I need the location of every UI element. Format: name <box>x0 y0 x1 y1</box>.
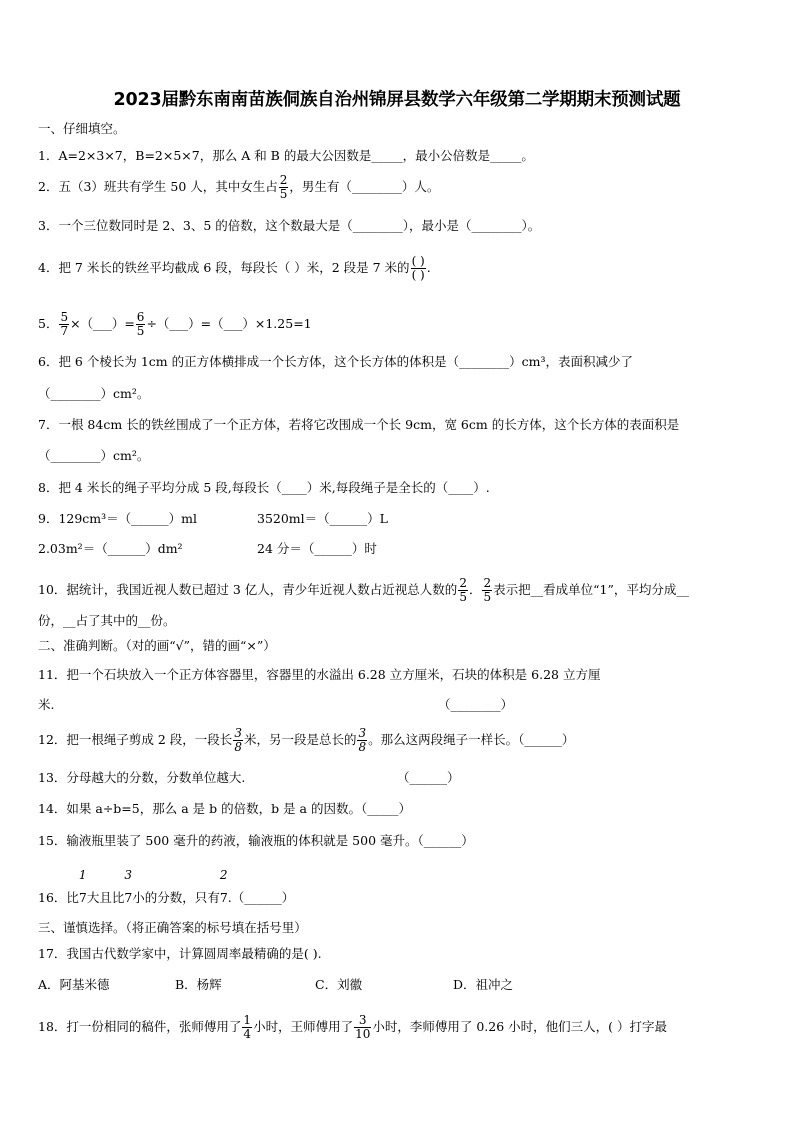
question-17: 17．我国古代数学家中，计算圆周率最精确的是( ). <box>38 946 322 961</box>
question-13: 13．分母越大的分数，分数单位越大. <box>38 770 246 785</box>
fraction: $\frac{3}{10}$ <box>355 1013 371 1041</box>
question-10: 10．据统计，我国近视人数已超过 3 亿人，青少年近视人数占近视总人数的 $\frac{2}{5}$ ． $\frac{2}{5}$ 表示把__看成单位“1”，平均分成__ <box>38 576 689 604</box>
fraction: $\frac{5}{7}$ <box>60 310 69 338</box>
question-7-line-2: （________）cm²。 <box>38 448 150 463</box>
page-title: 2023届黔东南南苗族侗族自治州锦屏县数学六年级第二学期期末预测试题 <box>113 90 681 110</box>
question-1: 1．A=2×3×7，B=2×5×7，那么 A 和 B 的最大公因数是_____，最小公倍数是_____。 <box>38 148 534 163</box>
fraction: $\frac{6}{5}$ <box>136 310 145 338</box>
question-6-line-2: （________）cm²。 <box>38 386 150 401</box>
question-8: 8．把 4 米长的绳子平均分成 5 段,每段长（____）米,每段绳子是全长的（____）. <box>38 480 490 495</box>
question-16: 16．比 1 7大且比 3 7小的分数，只有 2 7.（______） <box>38 868 295 905</box>
question-10-line-2: 份，__占了其中的__份。 <box>38 613 176 628</box>
section-3-heading: 三、谨慎选择。（将正确答案的标号填在括号里） <box>38 920 307 935</box>
option-c: C．刘徽 <box>315 977 363 992</box>
question-14: 14．如果 a÷b=5，那么 a 是 b 的倍数，b 是 a 的因数。（_____） <box>38 801 411 816</box>
fraction: $\frac{1}{4}$ <box>243 1013 252 1041</box>
section-2-heading: 二、准确判断。（对的画“√”，错的画“×”） <box>38 638 276 653</box>
option-a: A．阿基米德 <box>38 977 110 992</box>
question-2: 2．五（3）班共有学生 50 人，其中女生占 $\frac{2}{5}$ ，男生有（________）人。 <box>38 173 440 201</box>
question-5: 5． $\frac{5}{7}$ ×（___）= $\frac{6}{5}$ ÷（___）=（___）×1.25=1 <box>38 310 312 338</box>
question-9d: 24 分＝（______）时 <box>257 541 377 556</box>
question-15: 15．输液瓶里装了 500 毫升的药液，输液瓶的体积就是 500 毫升。（______） <box>38 833 474 848</box>
question-13-answer: （______） <box>397 770 460 785</box>
question-6-line-1: 6．把 6 个棱长为 1cm 的正方体横排成一个长方体，这个长方体的体积是（________）cm³，表面积减少了 <box>38 354 633 369</box>
question-12: 12．把一根绳子剪成 2 段，一段长 $\frac{3}{8}$ 米，另一段是总长的 $\frac{3}{8}$ 。那么这两段绳子一样长。（______） <box>38 726 575 754</box>
question-3: 3．一个三位数同时是 2、3、5 的倍数，这个数最大是（________），最小是（________）。 <box>38 218 541 233</box>
raised-fraction: 3 7小的分数，只有 <box>124 868 220 905</box>
raised-fraction: 1 7大且比 <box>78 868 125 905</box>
fraction: $\frac{2}{5}$ <box>279 173 288 201</box>
question-11-answer: （________） <box>438 697 514 712</box>
raised-fraction: 2 7.（______） <box>219 868 295 905</box>
fraction-blank: $\frac{( )}{( )}$ <box>411 254 425 282</box>
fraction: $\frac{2}{5}$ <box>483 576 492 604</box>
question-9b: 3520ml＝（______）L <box>257 511 388 526</box>
section-1-heading: 一、仔细填空。 <box>38 121 126 136</box>
question-9a: 9．129cm³＝（______）ml <box>38 511 198 526</box>
option-d: D．祖冲之 <box>453 977 514 992</box>
question-9c: 2.03m²＝（______）dm² <box>38 541 183 556</box>
option-b: B．杨辉 <box>175 977 222 992</box>
question-4: 4．把 7 米长的铁丝平均截成 6 段，每段长（ ）米，2 段是 7 米的 $\frac{( )}{( )}$ . <box>38 254 431 282</box>
question-7-line-1: 7．一根 84cm 长的铁丝围成了一个正方体，若将它改围成一个长 9cm，宽 6cm 的长方体，这个长方体的表面积是 <box>38 417 680 432</box>
question-18: 18．打一份相同的稿件，张师傅用了 $\frac{1}{4}$ 小时，王师傅用了 $\frac{3}{10}$ 小时，李师傅用了 0.26 小时，他们三人，( ）打字最 <box>38 1013 667 1041</box>
question-11-line-2: 米. <box>38 697 55 712</box>
question-11-line-1: 11．把一个石块放入一个正方体容器里，容器里的水溢出 6.28 立方厘米，石块的体积是 6.28 立方厘 <box>38 667 601 682</box>
fraction: $\frac{2}{5}$ <box>459 576 467 604</box>
fraction: $\frac{3}{8}$ <box>234 726 242 754</box>
fraction: $\frac{3}{8}$ <box>358 726 367 754</box>
